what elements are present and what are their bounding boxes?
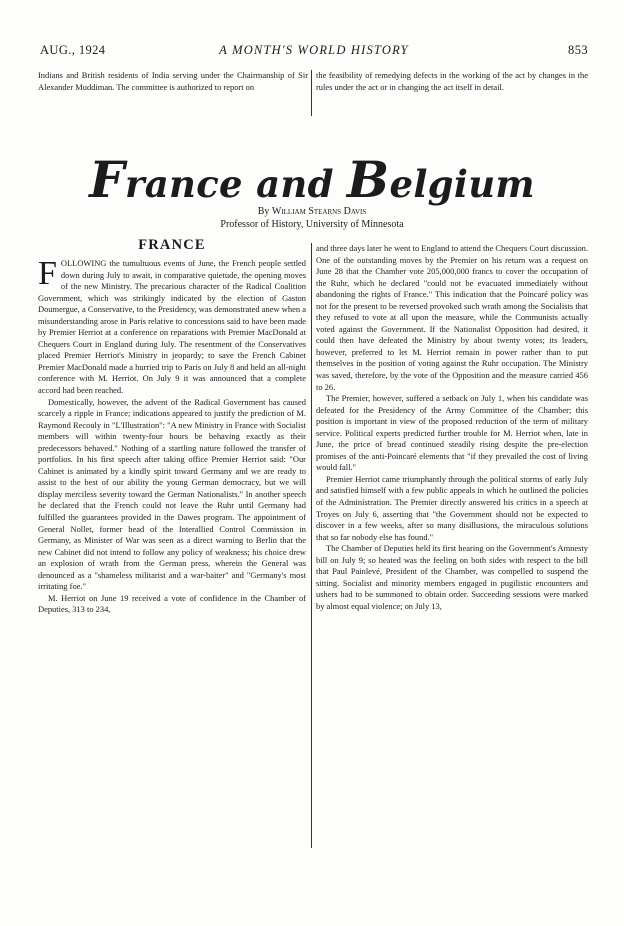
intro-right-text: the feasibility of remedying defects in the working of the act by changes in the rules under the act or in changing the act itself in detail. [316,70,588,92]
paragraph: and three days later he went to England to attend the Chequers Court discussion. One of the outstanding moves by the Premier on his return was a request on June 28 that the Chamber vote 205,000,000 francs to cover the occupation of the Ruhr, which he declared "could not be evacuated immediately without abandoning the rights of France." This indication that the Poincaré policy was not for the present to be reversed provoked such wrath among the Socialists that they refused to vote at all upon the measure, while the Communists actually voted against the Government. If the Nationalist Opposition had desired, it could then have defeated the Ministry by about twenty votes; its leaders, however, preferred to let M. Herriot remain in power rather than to put themselves in the position of voting against the Ruhr occupation. The Ministry was saved, therefore, by the vote of the Opposition and the measure carried 456 to 26. [316,243,588,392]
intro-left-text: Indians and British residents of India serving under the Chairmanship of Sir Alexander Muddiman. The committee is authorized to report on [38,70,308,92]
byline-prefix: By [257,206,272,217]
right-column [316,243,588,848]
left-column [38,258,306,848]
author-name: William Stearns Davis [271,206,367,217]
running-header [40,43,588,59]
title-word-and: and [242,162,347,206]
intro-left-column [38,70,308,118]
title-initial-f: F [89,150,125,209]
drop-cap: F [38,258,57,292]
intro-column-rule [311,70,312,116]
article-title [0,150,624,209]
paragraph-text: the tumultuous events of June, the French people settled down during July to await, in comparative quietude, the opening moves of the new Ministry. The precarious character of the Radical Coalition Government, which was strikingly indicated by the election of Gaston Doumergue, a Conservative, to the Presidency, was demonstrated anew when a misunderstanding arose in Paris relative to concessions said to have been made by Premier Herriot at a conference on reparations with Premier MacDonald at Chequers Court in England during July. The resentment of the Conservatives placed Premier Herriot's Ministry in jeopardy; to save the French Cabinet Premier MacDonald made a hurried trip to Paris on July 8 and held an all-night conference with M. Herriot. On July 9 it was announced that a complete accord had been reached. [38,258,306,396]
paragraph: The Chamber of Deputies held its first hearing on the Government's Amnesty bill on July 9; so heated was the feeling on both sides with respect to the bill that Paul Painlevé, President of the Chamber, was compelled to suspend the sitting. Socialist and minority members engaged in pugilistic encounters and ushers had to be summoned to obtain order. Succeeding sessions were marked by almost equal violence; on July 13, [316,543,588,611]
paragraph [38,258,306,397]
header-title: A MONTH'S WORLD HISTORY [219,43,409,57]
title-initial-b: B [346,150,390,209]
paragraph: Premier Herriot came triumphantly through the political storms of early July and satisfied himself with a few public appeals in which he outlined the policies of the Administration. The Premier directly answered his critics in a speech at Troyes on July 6, asserting that "the Government should not be expected to discover in a few weeks, after so many disillusions, the miraculous solutions that so far nobody else has found." [316,473,588,542]
paragraph: Domestically, however, the advent of the Radical Government has caused scarcely a ripple in France; indications appeared to justify the prediction of M. Raymond Recouly in "L'Illustration": "A new Ministry in France with Socialist members will within twenty-four hours be behaving exactly as their predecessors behaved." Nothing of a startling nature followed the transfer of portfolios. In his first speech after taking office Premier Herriot said: "Our Cabinet is animated by a kindly spirit toward Germany and we are ready to assist to the best of our ability the young German democracy, but we will display merciless severity toward the German Nationalists." In another speech he declared that the French could not leave the Ruhr until Germany had fulfilled the guarantees provided in the Dawes program. The appointment of General Nollet, former head of the Interallied Control Commission in Germany, as Minister of War was seen as a direct warning to Berlin that the new Cabinet did not intend to follow any policy of weakness; his choice drew an explosion of wrath from the German press, wherein the General was denounced as a "shameless militarist and a war-baiter" and "Germany's most irritating foe." [38,396,306,592]
title-word-belgium: elgium [389,162,535,206]
page-number: 853 [568,43,588,57]
lead-word: OLLOWING [60,258,107,268]
byline [0,206,624,217]
column-rule [311,243,312,848]
author-affiliation: Professor of History, University of Minnesota [220,219,404,230]
title-word-france: rance [124,162,243,206]
header-date: AUG., 1924 [40,43,106,57]
paragraph: The Premier, however, suffered a setback on July 1, when his candidate was defeated for the Presidency of the Army Committee of the Chamber; this position is important in view of the proposed reduction of the term of military service. Political experts predicted further trouble for M. Herriot when, late in June, the price of bread continued steadily rising despite the pre-election promises of the anti-Poincaré elements that "if they prevailed the cost of living would fall." [316,393,588,473]
paragraph: M. Herriot on June 19 received a vote of confidence in the Chamber of Deputies, 313 to 234, [38,592,306,615]
section-heading: FRANCE [138,237,206,253]
intro-right-column [316,70,588,118]
